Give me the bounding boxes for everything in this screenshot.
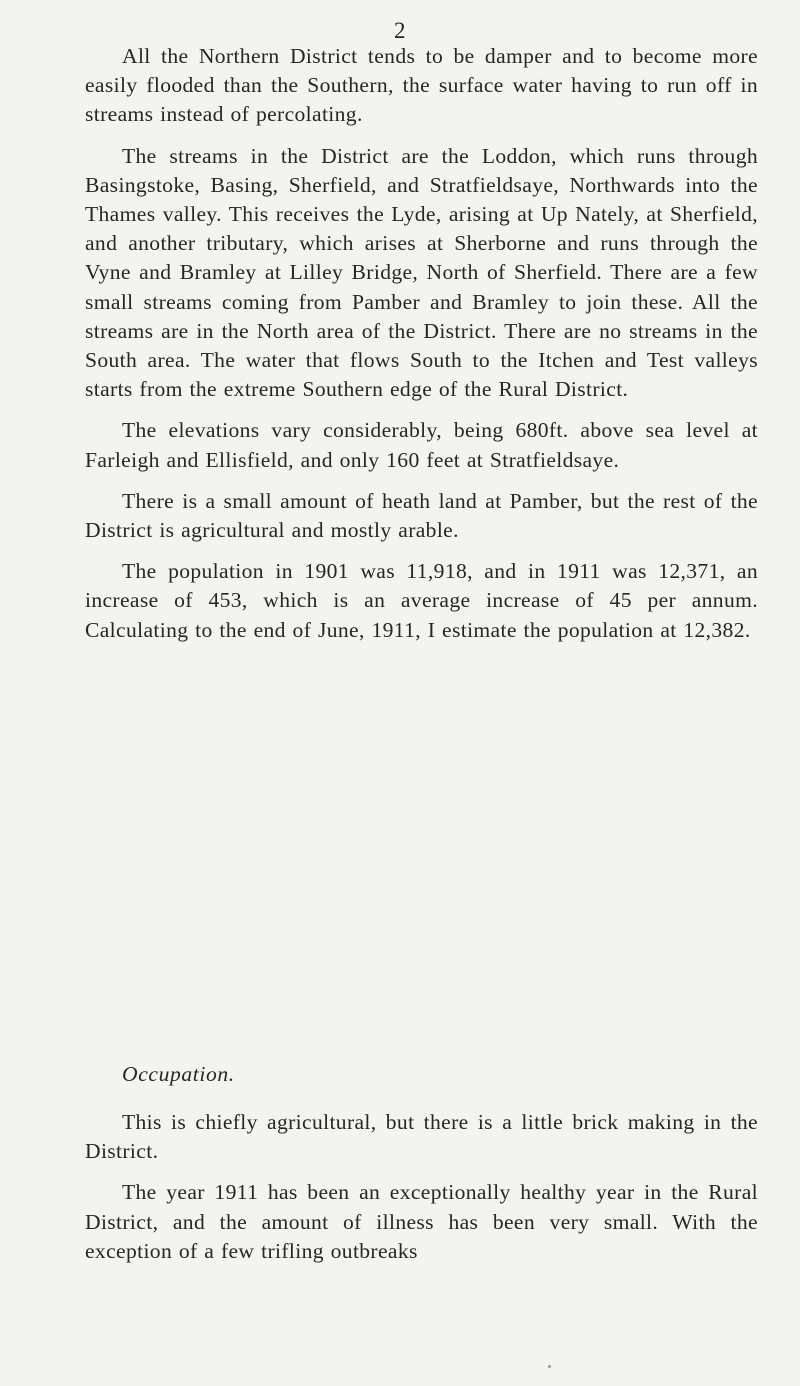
paragraph-occupation: This is chiefly agricultural, but there is a little brick making in the District. (85, 1110, 758, 1164)
occupation-text (85, 1108, 758, 1266)
body-text (85, 42, 758, 645)
page-number: 2 (394, 18, 406, 43)
paragraph-population: The population in 1901 was 11,918, and in 1911 was 12,371, an increase of 453, which is an average increase of 45 per annum. Calculating to the end of June, 1911, I estimate the population at 12,382. (85, 559, 758, 642)
paper-blemish (548, 1365, 551, 1368)
paragraph-healthy-year: The year 1911 has been an exceptionally healthy year in the Rural District, and the amount of illness has been very small. With the exception of a few trifling outbreaks (85, 1180, 758, 1263)
paragraph-heath-land: There is a small amount of heath land at Pamber, but the rest of the District is agricultural and mostly arable. (85, 488, 758, 543)
paragraph-elevations: The elevations vary considerably, being 680ft. above sea level at Farleigh and Ellisfield, and only 160 feet at Stratfieldsaye. (85, 418, 758, 472)
paragraph-streams: The streams in the District are the Loddon, which runs through Basingstoke, Basing, Sherfield, and Stratfieldsaye, Northwards into the Thames valley. This receives the Lyde, arising at Up Nately, at Sherfield, and another tributary, which arises at Sherborne and runs through the Vyne and Bramley at Lilley Bridge, North of Sherfield. There are a few small streams coming from Pamber and Bramley to join these. All the streams are in the North area of the District. There are no streams in the South area. The water that flows South to the Itchen and Test valleys starts from the extreme Southern edge of the Rural District. (85, 143, 758, 402)
paragraph-northern-district: All the Northern District tends to be damper and to become more easily flooded than the Southern, the surface water having to run off in streams instead of percolating. (85, 44, 758, 127)
section-heading-occupation: Occupation. (122, 1062, 235, 1086)
